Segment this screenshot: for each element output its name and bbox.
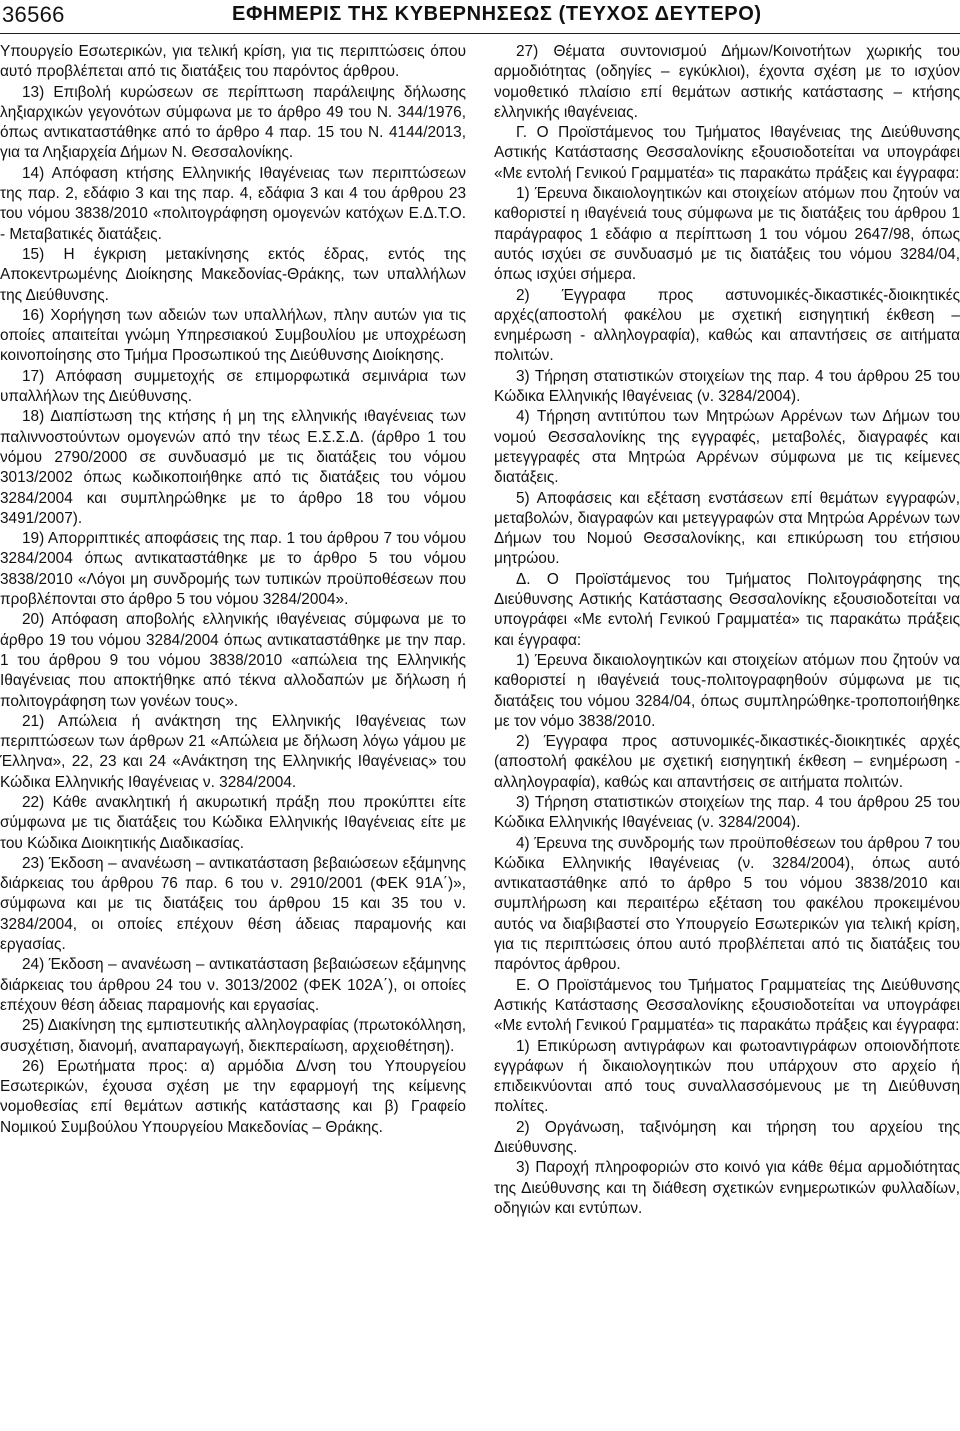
paragraph: 19) Απορριπτικές αποφάσεις της παρ. 1 του άρθρου 7 του νόμου 3284/2004 όπως αντικαταστάθηκε με το άρθρο 5 του νόμου 3838/2010 «Λόγοι μη συνδρομής των τυπικών προϋποθέσεων που προβλέπονται στο άρθρο 5 του νόμου 3284/2004». <box>0 530 466 609</box>
paragraph: Δ. Ο Προϊστάμενος του Τμήματος Πολιτογράφησης της Διεύθυνσης Αστικής Κατάστασης Θεσσαλονίκης εξουσιοδοτείται να υπογράφει «Με εντολή Γενικού Γραμματέα» τις παρακάτω πράξεις και έγγραφα: <box>494 570 960 649</box>
paragraph: 18) Διαπίστωση της κτήσης ή μη της ελληνικής ιθαγένειας των παλιννοστούντων ομογενών από την τέως Ε.Σ.Σ.Δ. (άρθρο 1 του νόμου 2790/2000 σε συνδυασμό με τις διατάξεις του νόμου 3013/2002 όπως κωδικοποιήθηκε από τις διατάξεις του νόμου 3284/2004 και συμπληρώθηκε με το άρθρο 18 του νόμου 3491/2007). <box>0 408 466 527</box>
paragraph: 16) Χορήγηση των αδειών των υπαλλήλων, πλην αυτών για τις οποίες απαιτείται γνώμη Υπηρεσιακού Συμβουλίου με υποχρέωση κοινοποίησης στο Τμήμα Προσωπικού της Διεύθυνσης Διοίκησης. <box>0 306 466 365</box>
paragraph: 15) Η έγκριση μετακίνησης εκτός έδρας, εντός της Αποκεντρωμένης Διοίκησης Μακεδονίας-Θράκης, των υπαλλήλων της Διεύθυνσης. <box>0 245 466 304</box>
page-header <box>0 0 960 34</box>
paragraph: 3) Παροχή πληροφοριών στο κοινό για κάθε θέμα αρμοδιότητας της Διεύθυνσης και τη διάθεση σχετικών ενημερωτικών φυλλαδίων, οδηγιών και εντύπων. <box>494 1159 960 1217</box>
paragraph: Υπουργείο Εσωτερικών, για τελική κρίση, για τις περιπτώσεις όπου αυτό προβλέπεται από τις διατάξεις του παρόντος άρθρου. <box>0 43 466 81</box>
gazette-title: ΕΦΗΜΕΡΙΣ ΤΗΣ ΚΥΒΕΡΝΗΣΕΩΣ (ΤΕΥΧΟΣ ΔΕΥΤΕΡΟ) <box>232 3 762 25</box>
header-rule <box>0 33 960 34</box>
page-number: 36566 <box>2 2 65 27</box>
paragraph: 5) Αποφάσεις και εξέταση ενστάσεων επί θεμάτων εγγραφών, μεταβολών, διαγραφών και μετεγγραφών στα Μητρώα Αρρένων των Δήμων του Νομού Θεσσαλονίκης, και επικύρωση του ετήσιου μητρώου. <box>494 489 960 568</box>
paragraph: 23) Έκδοση – ανανέωση – αντικατάσταση βεβαιώσεων εξάμηνης διάρκειας του άρθρου 76 παρ. 6 του ν. 2910/2001 (ΦΕΚ 91Α΄)», σύμφωνα και με τις διατάξεις του άρθρου 15 και 35 του ν. 3284/2004, οι οποίες επέχουν θέση άδειας παραμονής και εργασίας. <box>0 854 466 954</box>
paragraph: 2) Οργάνωση, ταξινόμηση και τήρηση του αρχείου της Διεύθυνσης. <box>494 1118 960 1157</box>
paragraph: 27) Θέματα συντονισμού Δήμων/Κοινοτήτων χωρικής του αρμοδιότητας (οδηγίες – εγκύκλιοι), έχοντα σχέση με το ισχύον νομοθετικό πλαίσιο επί θεμάτων αστικής κατάστασης – κτήσης ελληνικής ιθαγένειας. <box>494 43 960 121</box>
paragraph: 1) Έρευνα δικαιολογητικών και στοιχείων ατόμων που ζητούν να καθοριστεί η ιθαγένειά τους-πολιτογραφηθούν σύμφωνα με τις διατάξεις του νόμου 3284/04, όπως συμπληρώθηκε-τροποποιήθηκε με τον νόμο 3838/2010. <box>494 651 960 730</box>
paragraph: 21) Απώλεια ή ανάκτηση της Ελληνικής Ιθαγένειας των περιπτώσεων των άρθρων 21 «Απώλεια με δήλωση λόγω γάμου με Έλληνα», 22, 23 και 24 «Ανάκτηση της Ελληνικής Ιθαγένειας» του Κώδικα Ελληνικής Ιθαγένειας ν. 3284/2004. <box>0 712 466 791</box>
paragraph: 14) Απόφαση κτήσης Ελληνικής Ιθαγένειας των περιπτώσεων της παρ. 2, εδάφιο 3 και της παρ. 4, εδάφια 3 και 4 του άρθρου 23 του νόμου 3838/2010 «πολιτογράφηση ομογενών κατόχων Ε.Δ.Τ.Ο. - Μεταβατικές διατάξεις. <box>0 164 466 243</box>
paragraph: 26) Ερωτήματα προς: α) αρμόδια Δ/νση του Υπουργείου Εσωτερικών, έχουσα σχέση με την εφαρμογή της κείμενης νομοθεσίας επί θεμάτων αστικής κατάστασης και β) Γραφείο Νομικού Συμβούλου Υπουργείου Μακεδονίας – Θράκης. <box>0 1057 466 1136</box>
paragraph: Ε. Ο Προϊστάμενος του Τμήματος Γραμματείας της Διεύθυνσης Αστικής Κατάστασης Θεσσαλονίκης εξουσιοδοτείται να υπογράφει «Με εντολή Γενικού Γραμματέα» τις παρακάτω πράξεις και έγγραφα: <box>494 976 960 1035</box>
paragraph: Γ. Ο Προϊστάμενος του Τμήματος Ιθαγένειας της Διεύθυνσης Αστικής Κατάστασης Θεσσαλονίκης εξουσιοδοτείται να υπογράφει «Με εντολή Γενικού Γραμματέα» τις παρακάτω πράξεις και έγγραφα: <box>494 124 960 182</box>
paragraph: 1) Έρευνα δικαιολογητικών και στοιχείων ατόμων που ζητούν να καθοριστεί η ιθαγένειά τους σύμφωνα με τις διατάξεις του άρθρου 1 παράγραφος 1 εδάφιο α περίπτωση 1 του νόμου 2647/98, όπως αυτός ισχύει σε συνδυασμό με τις διατάξεις του νόμου 3284/04, όπως ισχύει σήμερα. <box>494 185 960 284</box>
paragraph: 4) Έρευνα της συνδρομής των προϋποθέσεων του άρθρου 7 του Κώδικα Ελληνικής Ιθαγένειας (ν. 3284/2004), όπως αυτό αντικαταστάθηκε από το άρθρο 5 του νόμου 3838/2010 και συμπλήρωση και περαιτέρω εξέταση του φακέλου προκειμένου αυτός να διαβιβαστεί στο Υπουργείο Εσωτερικών για τελική κρίση, για τις περιπτώσεις όπου αυτό προβλέπεται από τις διατάξεις του παρόντος άρθρου. <box>494 834 960 974</box>
paragraph: 3) Τήρηση στατιστικών στοιχείων της παρ. 4 του άρθρου 25 του Κώδικα Ελληνικής Ιθαγένειας (ν. 3284/2004). <box>494 793 960 832</box>
paragraph: 20) Απόφαση αποβολής ελληνικής ιθαγένειας σύμφωνα με το άρθρο 19 του νόμου 3284/2004 όπως αντικαταστάθηκε με την παρ. 1 του άρθρου 9 του νόμου 3838/2010 «απώλεια της Ελληνικής Ιθαγένειας που αποκτήθηκε από τέκνα αλλοδαπών με δήλωση ή πολιτογράφηση των γονέων τους». <box>0 611 466 710</box>
paragraph: 24) Έκδοση – ανανέωση – αντικατάσταση βεβαιώσεων εξάμηνης διάρκειας του άρθρου 24 του ν. 3013/2002 (ΦΕΚ 102Α΄), οι οποίες επέχουν θέση άδειας παραμονής και εργασίας. <box>0 956 466 1014</box>
left-column <box>0 42 466 1138</box>
paragraph: 22) Κάθε ανακλητική ή ακυρωτική πράξη που προκύπτει είτε σύμφωνα με τις διατάξεις του Κώδικα Ελληνικής Ιθαγένειας είτε με του Κώδικα Διοικητικής Διαδικασίας. <box>0 793 466 852</box>
paragraph: 13) Επιβολή κυρώσεων σε περίπτωση παράλειψης δήλωσης ληξιαρχικών γεγονότων σύμφωνα με το άρθρο 49 του Ν. 344/1976, όπως αντικαταστάθηκε από το άρθρο 4 παρ. 15 του Ν. 4144/2013, για τα Ληξιαρχεία Δήμων Ν. Θεσσαλονίκης. <box>0 83 466 162</box>
paragraph: 1) Επικύρωση αντιγράφων και φωτοαντιγράφων οποιονδήποτε εγγράφων ή δικαιολογητικών που υπάρχουν στο αρχείο ή επιδεικνύονται από τους συναλλασσόμενους με τη Διεύθυνση πολίτες. <box>494 1037 960 1116</box>
paragraph: 4) Τήρηση αντιτύπου των Μητρώων Αρρένων των Δήμων του νομού Θεσσαλονίκης της εγγραφές, μεταβολές, διαγραφές και μετεγγραφές στα Μητρώα Αρρένων σύμφωνα με τις κείμενες διατάξεις. <box>494 408 960 487</box>
paragraph: 3) Τήρηση στατιστικών στοιχείων της παρ. 4 του άρθρου 25 του Κώδικα Ελληνικής Ιθαγένειας (ν. 3284/2004). <box>494 367 960 406</box>
paragraph: 25) Διακίνηση της εμπιστευτικής αλληλογραφίας (πρωτοκόλληση, συσχέτιση, διανομή, αναπαραγωγή, διεκπεραίωση, αρχειοθέτηση). <box>0 1017 466 1055</box>
right-column <box>494 42 960 1219</box>
paragraph: 2) Έγγραφα προς αστυνομικές-δικαστικές-διοικητικές αρχές(αποστολή φακέλου με σχετική εισηγητική έκθεση – ενημέρωση - αλληλογραφία), καθώς και απαντήσεις σε αιτήματα πολιτών. <box>494 286 960 365</box>
paragraph: 17) Απόφαση συμμετοχής σε επιμορφωτικά σεμινάρια των υπαλλήλων της Διεύθυνσης. <box>0 367 466 406</box>
paragraph: 2) Έγγραφα προς αστυνομικές-δικαστικές-διοικητικές αρχές (αποστολή φακέλου με σχετική εισηγητική έκθεση – ενημέρωση - αλληλογραφία), καθώς και απαντήσεις σε αιτήματα πολιτών. <box>494 733 960 791</box>
